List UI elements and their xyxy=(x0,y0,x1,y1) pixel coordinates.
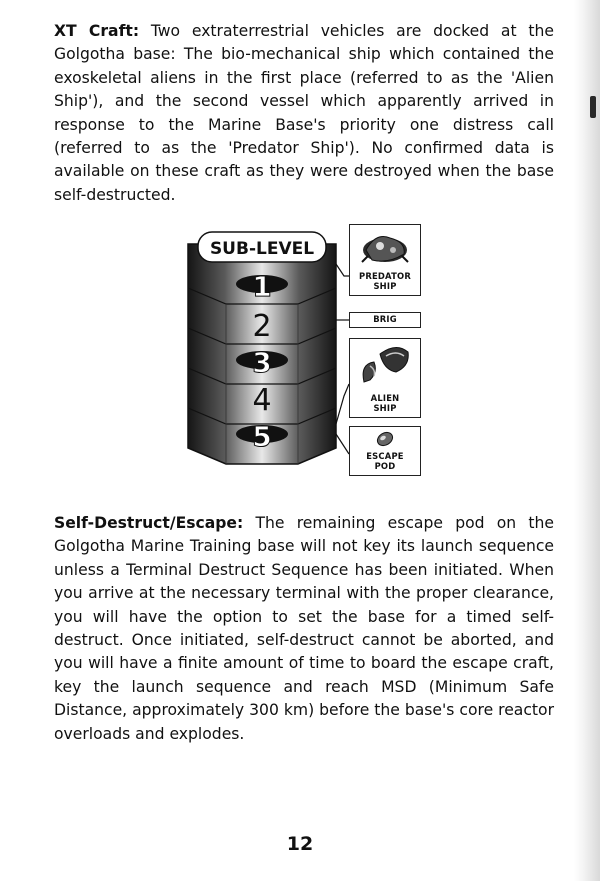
predator-ship-icon xyxy=(358,228,412,268)
escape-pod-icon xyxy=(374,429,396,449)
connector-alien xyxy=(336,384,349,424)
escape-pod-label-line2: POD xyxy=(374,461,396,471)
level-3-number: 3 xyxy=(252,346,272,379)
level-4-number: 4 xyxy=(252,383,272,418)
xt-craft-body: Two extraterrestrial vehicles are docked at the Golgotha base: The bio-mechanical ship which contained the exoskeletal aliens in the first place (referred to as the 'Alien Ship'), and the second vessel which apparently arrived in response to the Marine Base's priority one distress call (referred to as the 'Predator Ship'). No confirmed data is available on these craft as they were destroyed when the base self-destructed. xyxy=(54,22,554,204)
connector-escape xyxy=(336,434,349,454)
predator-ship-label-line1: PREDATOR xyxy=(359,271,411,281)
connector-predator xyxy=(336,264,349,276)
escape-pod-label-line1: ESCAPE xyxy=(366,451,404,461)
escape-pod-box xyxy=(349,426,421,476)
level-2-number: 2 xyxy=(252,309,272,344)
page-number: 12 xyxy=(286,833,314,855)
level-5-number: 5 xyxy=(252,420,272,453)
self-destruct-paragraph xyxy=(54,512,554,746)
alien-ship-label-line1: ALIEN xyxy=(370,393,400,403)
xt-craft-paragraph xyxy=(54,20,554,207)
predator-ship-box xyxy=(349,224,421,296)
alien-ship-icon xyxy=(356,342,414,390)
self-destruct-body: The remaining escape pod on the Golgotha Marine Training base will not key its launch sequence unless a Terminal Destruct Sequence has been initiated. When you arrive at the necessary terminal with the proper clearance, you will have the option to set the base for a timed self-destruct. Once initiated, self-destruct cannot be aborted, and you will have a finite amount of time to board the escape craft, key the launch sequence and reach MSD (Minimum Safe Distance, approximately 300 km) before the base's core reactor overloads and explodes. xyxy=(54,514,554,743)
alien-ship-label-line2: SHIP xyxy=(373,403,397,413)
page-edge-mark xyxy=(590,96,596,118)
brig-label: BRIG xyxy=(373,314,397,324)
predator-ship-label-line2: SHIP xyxy=(373,281,397,291)
self-destruct-heading: Self-Destruct/Escape: xyxy=(54,514,244,532)
sub-level-diagram xyxy=(186,224,426,476)
sub-level-title: SUB-LEVEL xyxy=(209,239,315,259)
page-edge-shadow xyxy=(574,0,600,881)
xt-craft-heading: XT Craft: xyxy=(54,22,140,40)
brig-box xyxy=(349,312,421,328)
alien-ship-box xyxy=(349,338,421,418)
level-1-number: 1 xyxy=(252,270,272,303)
